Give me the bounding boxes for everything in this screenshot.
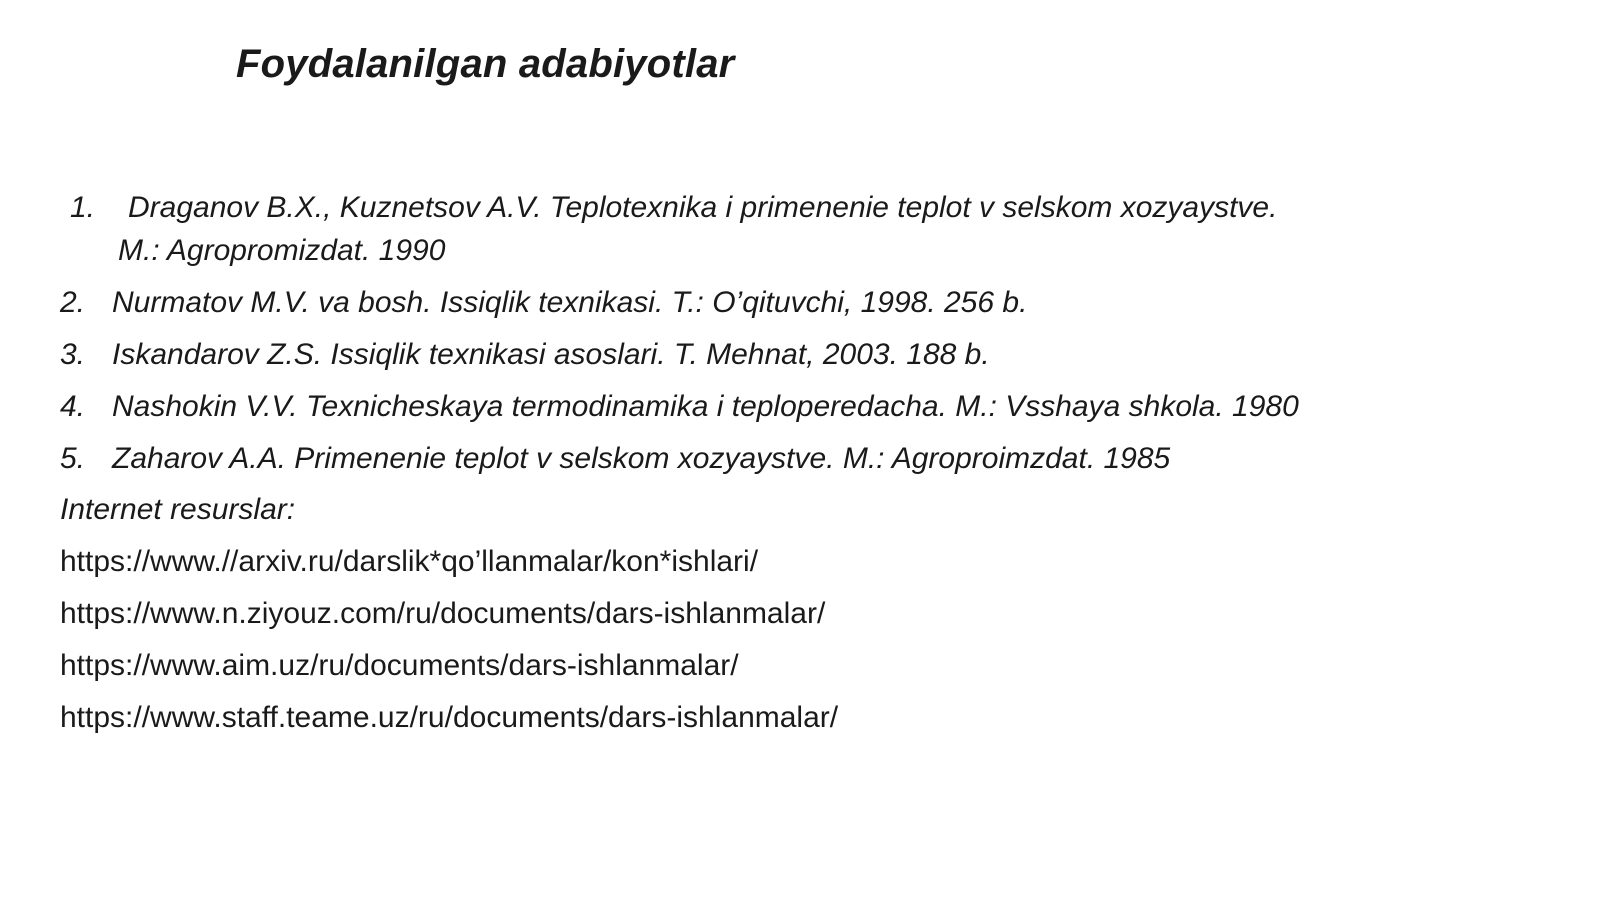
reference-item bbox=[60, 333, 1560, 376]
reference-number: 5. bbox=[60, 442, 86, 475]
slide-title: Foydalanilgan adabiyotlar bbox=[236, 42, 735, 86]
reference-item bbox=[60, 186, 1560, 272]
resource-link[interactable]: https://www.n.ziyouz.com/ru/documents/dars-ishlanmalar/ bbox=[60, 597, 826, 630]
link-item bbox=[60, 696, 838, 739]
reference-text: Zaharov A.A. Primenenie teplot v selskom xozyaystve. M.: Agroproimzdat. 1985 bbox=[112, 442, 1171, 475]
reference-text-continuation: M.: Agropromizdat. 1990 bbox=[118, 234, 446, 267]
reference-number: 3. bbox=[60, 338, 86, 371]
reference-number: 2. bbox=[60, 286, 86, 319]
link-item bbox=[60, 592, 838, 635]
reference-text: Nurmatov M.V. va bosh. Issiqlik texnikasi. T.: O’qituvchi, 1998. 256 b. bbox=[112, 286, 1028, 319]
resource-link[interactable]: https://www.//arxiv.ru/darslik*qo’llanmalar/kon*ishlari/ bbox=[60, 545, 759, 578]
internet-resources-heading: Internet resurslar: bbox=[60, 493, 296, 526]
reference-list bbox=[60, 186, 1560, 489]
reference-text: Nashokin V.V. Texnicheskaya termodinamika i teploperedacha. M.: Vsshaya shkola. 1980 bbox=[112, 390, 1299, 423]
reference-item bbox=[60, 385, 1560, 428]
internet-links-list bbox=[60, 540, 838, 748]
reference-number: 4. bbox=[60, 390, 86, 423]
resource-link[interactable]: https://www.aim.uz/ru/documents/dars-ishlanmalar/ bbox=[60, 649, 739, 682]
reference-item bbox=[60, 281, 1560, 324]
reference-text: Iskandarov Z.S. Issiqlik texnikasi asoslari. T. Mehnat, 2003. 188 b. bbox=[112, 338, 990, 371]
link-item bbox=[60, 540, 838, 583]
reference-item bbox=[60, 437, 1560, 480]
resource-link[interactable]: https://www.staff.teame.uz/ru/documents/dars-ishlanmalar/ bbox=[60, 701, 839, 734]
reference-text: Draganov B.X., Kuznetsov A.V. Teplotexnika i primenenie teplot v selskom xozyaystve. bbox=[128, 191, 1278, 224]
reference-number: 1. bbox=[70, 191, 96, 224]
link-item bbox=[60, 644, 838, 687]
